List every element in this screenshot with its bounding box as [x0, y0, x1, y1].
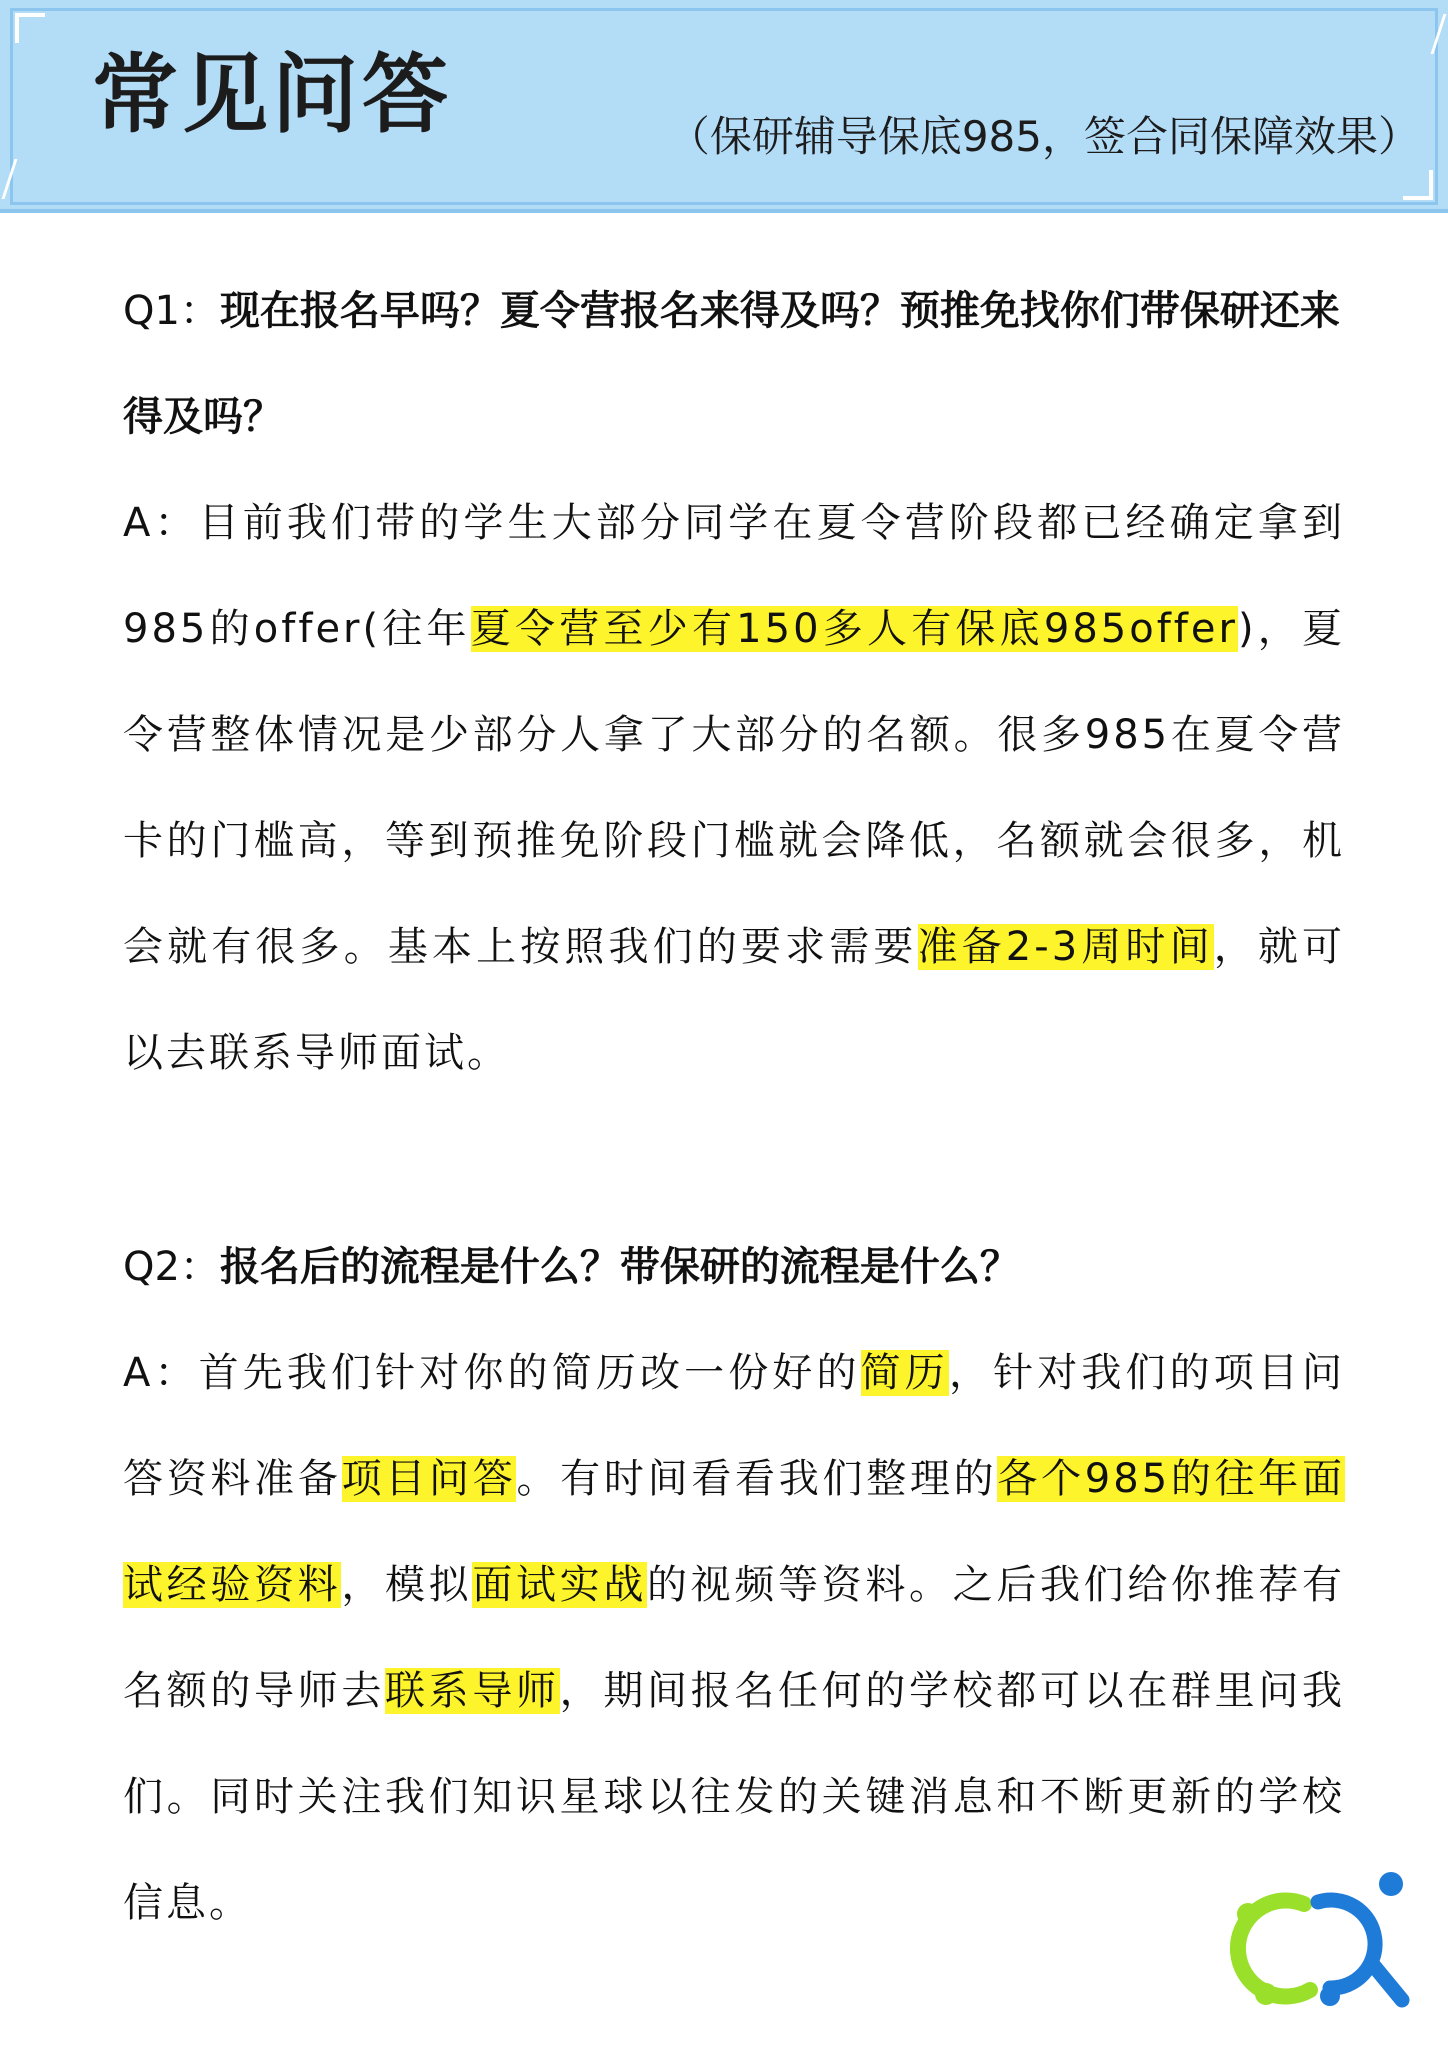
question-label: Q1： [123, 288, 220, 334]
corner-decoration [15, 13, 45, 43]
faq-question [123, 1214, 1345, 1320]
logo-blue-arc [1318, 1900, 1375, 1988]
page-subtitle: （保研辅导保底985，签合同保障效果） [667, 112, 1420, 161]
faq-item [123, 258, 1345, 1106]
answer-highlight: 面试实战 [472, 1562, 648, 1608]
logo-blue-handle [1374, 1966, 1402, 2000]
question-label: Q2： [123, 1244, 220, 1290]
question-text: 现在报名早吗？夏令营报名来得及吗？预推免找你们带保研还来得及吗？ [123, 287, 1340, 440]
answer-highlight: 简历 [860, 1350, 949, 1396]
faq-list [123, 258, 1345, 1956]
brand-logo-icon [1226, 1862, 1416, 2022]
answer-highlight: 项目问答 [341, 1456, 517, 1502]
spacer [123, 1106, 1345, 1214]
faq-answer [123, 470, 1345, 1106]
header-banner [0, 0, 1448, 213]
page-title: 常见问答 [92, 44, 452, 145]
answer-segment: 的视频等资料。之后我们给你推荐有名额的导师去 [123, 1562, 1346, 1714]
faq-answer [123, 1320, 1345, 1956]
answer-highlight: 夏令营至少有150多人有保底985offer [470, 606, 1238, 652]
answer-segment: ，模拟 [341, 1562, 473, 1608]
logo-green-dot [1255, 1983, 1277, 2005]
logo-green-dot [1237, 1903, 1259, 1925]
corner-decoration [1403, 170, 1433, 200]
answer-segment: )，夏令营整体情况是少部分人拿了大部分的名额。很多985在夏令营卡的门槛高，等到预推免阶段门槛就会降低，名额就会很多，机会就有很多。基本上按照我们的要求需要 [123, 606, 1346, 970]
answer-segment: A：目前我们带的学生大部分同学在夏令营阶段都已经确定拿到985的offer(往年 [123, 500, 1345, 652]
answer-segment: ，就可以去联系导师面试。 [123, 924, 1345, 1076]
answer-highlight: 各个985的往年面试经验资料 [123, 1456, 1346, 1608]
faq-item [123, 1214, 1345, 1956]
logo-blue-dot [1320, 1986, 1340, 2006]
answer-segment: A：首先我们针对你的简历改一份好的 [123, 1350, 861, 1396]
faq-question [123, 258, 1345, 470]
question-text: 报名后的流程是什么？带保研的流程是什么？ [219, 1243, 1020, 1290]
answer-segment: 。有时间看看我们整理的 [516, 1456, 998, 1502]
answer-highlight: 联系导师 [385, 1668, 560, 1714]
answer-segment: ，针对我们的项目问答资料准备 [123, 1350, 1346, 1502]
answer-highlight: 准备2-3周时间 [917, 924, 1214, 970]
logo-blue-dot [1379, 1872, 1403, 1896]
answer-segment: ，期间报名任何的学校都可以在群里问我们。同时关注我们知识星球以往发的关键消息和不断更新的学校信息。 [123, 1668, 1346, 1926]
